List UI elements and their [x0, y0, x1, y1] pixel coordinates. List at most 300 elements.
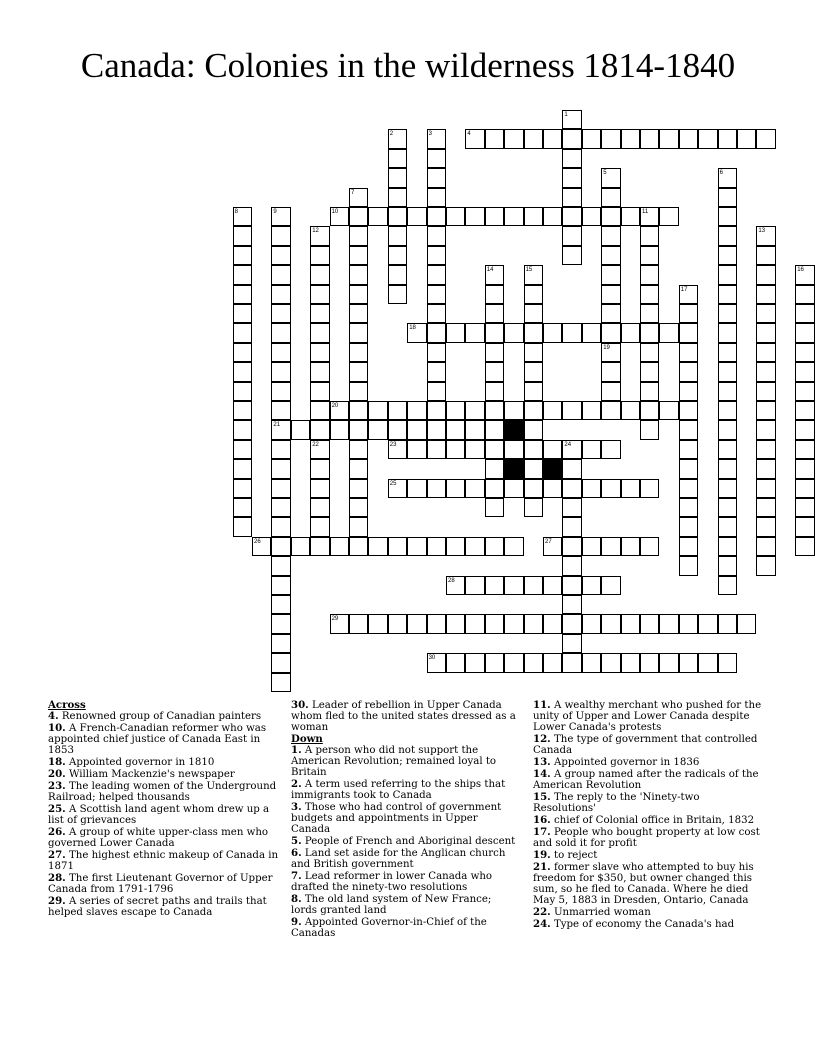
- grid-cell[interactable]: [485, 498, 504, 517]
- grid-cell[interactable]: [271, 343, 290, 362]
- grid-cell[interactable]: [427, 285, 446, 304]
- grid-cell[interactable]: [524, 285, 543, 304]
- grid-cell[interactable]: [310, 382, 329, 401]
- grid-cell[interactable]: [756, 556, 775, 575]
- grid-cell[interactable]: [601, 323, 620, 342]
- grid-cell[interactable]: [349, 304, 368, 323]
- grid-cell[interactable]: [562, 653, 581, 672]
- grid-cell[interactable]: [524, 440, 543, 459]
- grid-cell[interactable]: [601, 382, 620, 401]
- grid-cell[interactable]: [795, 401, 814, 420]
- grid-cell[interactable]: [524, 382, 543, 401]
- grid-cell[interactable]: [659, 614, 678, 633]
- grid-cell[interactable]: [233, 265, 252, 284]
- grid-cell[interactable]: [718, 362, 737, 381]
- grid-cell[interactable]: [427, 614, 446, 633]
- grid-cell[interactable]: [640, 226, 659, 245]
- grid-cell[interactable]: [485, 576, 504, 595]
- grid-cell[interactable]: [504, 614, 523, 633]
- grid-cell[interactable]: [427, 362, 446, 381]
- grid-cell[interactable]: [271, 304, 290, 323]
- grid-cell[interactable]: [562, 149, 581, 168]
- grid-cell[interactable]: [271, 401, 290, 420]
- grid-cell[interactable]: [388, 246, 407, 265]
- grid-cell[interactable]: [446, 537, 465, 556]
- grid-cell[interactable]: [485, 343, 504, 362]
- grid-cell[interactable]: [562, 517, 581, 536]
- grid-cell[interactable]: [427, 168, 446, 187]
- grid-cell[interactable]: [718, 614, 737, 633]
- grid-cell[interactable]: [679, 362, 698, 381]
- grid-cell[interactable]: [485, 420, 504, 439]
- grid-cell[interactable]: [718, 479, 737, 498]
- grid-cell[interactable]: [368, 207, 387, 226]
- grid-cell[interactable]: [582, 401, 601, 420]
- grid-cell[interactable]: [271, 382, 290, 401]
- grid-cell[interactable]: [718, 207, 737, 226]
- grid-cell[interactable]: [756, 304, 775, 323]
- grid-cell[interactable]: [718, 323, 737, 342]
- grid-cell[interactable]: [310, 420, 329, 439]
- grid-cell[interactable]: [485, 653, 504, 672]
- grid-cell[interactable]: [368, 614, 387, 633]
- grid-cell[interactable]: [640, 653, 659, 672]
- grid-cell[interactable]: [388, 168, 407, 187]
- grid-cell[interactable]: [679, 614, 698, 633]
- grid-cell[interactable]: [388, 614, 407, 633]
- grid-cell[interactable]: [640, 246, 659, 265]
- grid-cell[interactable]: [795, 362, 814, 381]
- grid-cell[interactable]: [698, 129, 717, 148]
- grid-cell[interactable]: [679, 343, 698, 362]
- grid-cell[interactable]: [718, 556, 737, 575]
- grid-cell[interactable]: [368, 420, 387, 439]
- grid-cell[interactable]: [388, 188, 407, 207]
- grid-cell[interactable]: [795, 382, 814, 401]
- grid-cell[interactable]: [388, 265, 407, 284]
- grid-cell[interactable]: [601, 362, 620, 381]
- grid-cell[interactable]: [388, 537, 407, 556]
- grid-cell[interactable]: [524, 343, 543, 362]
- grid-cell[interactable]: [659, 401, 678, 420]
- grid-cell[interactable]: [582, 479, 601, 498]
- grid-cell[interactable]: [349, 479, 368, 498]
- grid-cell[interactable]: [524, 129, 543, 148]
- grid-cell[interactable]: [233, 401, 252, 420]
- grid-cell[interactable]: [427, 440, 446, 459]
- grid-cell[interactable]: [504, 653, 523, 672]
- grid-cell[interactable]: [718, 304, 737, 323]
- grid-cell[interactable]: [233, 420, 252, 439]
- grid-cell[interactable]: [504, 537, 523, 556]
- grid-cell[interactable]: [698, 614, 717, 633]
- grid-cell[interactable]: [485, 304, 504, 323]
- grid-cell[interactable]: [349, 246, 368, 265]
- grid-cell[interactable]: [562, 576, 581, 595]
- grid-cell[interactable]: [349, 614, 368, 633]
- grid-cell[interactable]: [562, 459, 581, 478]
- grid-cell[interactable]: [601, 188, 620, 207]
- grid-cell[interactable]: [621, 401, 640, 420]
- grid-cell[interactable]: [562, 207, 581, 226]
- grid-cell[interactable]: [271, 537, 290, 556]
- grid-cell[interactable]: [388, 207, 407, 226]
- grid-cell[interactable]: [562, 246, 581, 265]
- grid-cell[interactable]: [562, 556, 581, 575]
- grid-cell[interactable]: [233, 246, 252, 265]
- grid-cell[interactable]: [271, 653, 290, 672]
- grid-cell[interactable]: [427, 246, 446, 265]
- grid-cell[interactable]: [349, 226, 368, 245]
- grid-cell[interactable]: [756, 285, 775, 304]
- grid-cell[interactable]: [427, 537, 446, 556]
- grid-cell[interactable]: [524, 401, 543, 420]
- grid-cell[interactable]: [582, 537, 601, 556]
- grid-cell[interactable]: [446, 440, 465, 459]
- grid-cell[interactable]: [291, 537, 310, 556]
- grid-cell[interactable]: [718, 226, 737, 245]
- grid-cell[interactable]: [504, 401, 523, 420]
- grid-cell[interactable]: [485, 362, 504, 381]
- grid-cell[interactable]: [465, 323, 484, 342]
- grid-cell[interactable]: [504, 129, 523, 148]
- grid-cell[interactable]: [427, 479, 446, 498]
- grid-cell[interactable]: [562, 129, 581, 148]
- grid-cell[interactable]: [601, 207, 620, 226]
- grid-cell[interactable]: [446, 401, 465, 420]
- grid-cell[interactable]: [582, 129, 601, 148]
- grid-cell[interactable]: [601, 401, 620, 420]
- grid-cell[interactable]: [233, 226, 252, 245]
- grid-cell[interactable]: [640, 537, 659, 556]
- grid-cell[interactable]: [485, 323, 504, 342]
- grid-cell[interactable]: [601, 576, 620, 595]
- grid-cell[interactable]: [271, 226, 290, 245]
- grid-cell[interactable]: [718, 517, 737, 536]
- grid-cell[interactable]: [601, 440, 620, 459]
- grid-cell[interactable]: [718, 246, 737, 265]
- grid-cell[interactable]: [795, 420, 814, 439]
- grid-cell[interactable]: [756, 537, 775, 556]
- grid-cell[interactable]: [310, 537, 329, 556]
- grid-cell[interactable]: [679, 304, 698, 323]
- grid-cell[interactable]: [718, 188, 737, 207]
- grid-cell[interactable]: [698, 653, 717, 672]
- grid-cell[interactable]: [718, 653, 737, 672]
- grid-cell[interactable]: [756, 459, 775, 478]
- grid-cell[interactable]: [756, 498, 775, 517]
- grid-cell[interactable]: [621, 653, 640, 672]
- grid-cell[interactable]: [737, 129, 756, 148]
- grid-cell[interactable]: [524, 304, 543, 323]
- grid-cell[interactable]: [718, 285, 737, 304]
- grid-cell[interactable]: [543, 440, 562, 459]
- grid-cell[interactable]: [233, 517, 252, 536]
- grid-cell[interactable]: [640, 265, 659, 284]
- grid-cell[interactable]: [271, 556, 290, 575]
- grid-cell[interactable]: [310, 246, 329, 265]
- grid-cell[interactable]: [485, 459, 504, 478]
- grid-cell[interactable]: [388, 149, 407, 168]
- grid-cell[interactable]: [795, 440, 814, 459]
- grid-cell[interactable]: [621, 537, 640, 556]
- grid-cell[interactable]: [601, 614, 620, 633]
- grid-cell[interactable]: [562, 498, 581, 517]
- grid-cell[interactable]: [640, 382, 659, 401]
- grid-cell[interactable]: [795, 537, 814, 556]
- grid-cell[interactable]: [485, 129, 504, 148]
- grid-cell[interactable]: [640, 343, 659, 362]
- grid-cell[interactable]: [679, 479, 698, 498]
- grid-cell[interactable]: [233, 498, 252, 517]
- grid-cell[interactable]: [679, 440, 698, 459]
- grid-cell[interactable]: [465, 653, 484, 672]
- grid-cell[interactable]: [485, 382, 504, 401]
- grid-cell[interactable]: [446, 614, 465, 633]
- grid-cell[interactable]: [718, 420, 737, 439]
- grid-cell[interactable]: [679, 537, 698, 556]
- grid-cell[interactable]: [485, 440, 504, 459]
- grid-cell[interactable]: [407, 479, 426, 498]
- grid-cell[interactable]: [543, 207, 562, 226]
- grid-cell[interactable]: [582, 576, 601, 595]
- grid-cell[interactable]: [756, 265, 775, 284]
- grid-cell[interactable]: [427, 343, 446, 362]
- grid-cell[interactable]: [562, 188, 581, 207]
- grid-cell[interactable]: [795, 479, 814, 498]
- grid-cell[interactable]: [543, 614, 562, 633]
- grid-cell[interactable]: [388, 226, 407, 245]
- grid-cell[interactable]: [524, 323, 543, 342]
- grid-cell[interactable]: [349, 265, 368, 284]
- grid-cell[interactable]: [795, 285, 814, 304]
- grid-cell[interactable]: [562, 595, 581, 614]
- grid-cell[interactable]: [349, 207, 368, 226]
- grid-cell[interactable]: [562, 323, 581, 342]
- grid-cell[interactable]: [465, 401, 484, 420]
- grid-cell[interactable]: [718, 382, 737, 401]
- grid-cell[interactable]: [679, 401, 698, 420]
- grid-cell[interactable]: [271, 362, 290, 381]
- grid-cell[interactable]: [349, 362, 368, 381]
- grid-cell[interactable]: [271, 614, 290, 633]
- grid-cell[interactable]: [310, 517, 329, 536]
- grid-cell[interactable]: [756, 440, 775, 459]
- grid-cell[interactable]: [446, 323, 465, 342]
- grid-cell[interactable]: [601, 285, 620, 304]
- grid-cell[interactable]: [271, 459, 290, 478]
- grid-cell[interactable]: [756, 129, 775, 148]
- grid-cell[interactable]: [233, 323, 252, 342]
- grid-cell[interactable]: [349, 420, 368, 439]
- grid-cell[interactable]: [524, 498, 543, 517]
- grid-cell[interactable]: [621, 207, 640, 226]
- grid-cell[interactable]: [601, 226, 620, 245]
- grid-cell[interactable]: [310, 343, 329, 362]
- grid-cell[interactable]: [504, 323, 523, 342]
- grid-cell[interactable]: [485, 614, 504, 633]
- grid-cell[interactable]: [718, 576, 737, 595]
- grid-cell[interactable]: [795, 498, 814, 517]
- grid-cell[interactable]: [349, 382, 368, 401]
- grid-cell[interactable]: [388, 420, 407, 439]
- grid-cell[interactable]: [524, 207, 543, 226]
- grid-cell[interactable]: [582, 614, 601, 633]
- grid-cell[interactable]: [524, 362, 543, 381]
- grid-cell[interactable]: [427, 401, 446, 420]
- grid-cell[interactable]: [756, 401, 775, 420]
- grid-cell[interactable]: [271, 246, 290, 265]
- grid-cell[interactable]: [543, 129, 562, 148]
- grid-cell[interactable]: [271, 479, 290, 498]
- grid-cell[interactable]: [679, 498, 698, 517]
- grid-cell[interactable]: [640, 362, 659, 381]
- grid-cell[interactable]: [485, 401, 504, 420]
- grid-cell[interactable]: [504, 207, 523, 226]
- grid-cell[interactable]: [330, 537, 349, 556]
- grid-cell[interactable]: [640, 129, 659, 148]
- grid-cell[interactable]: [582, 440, 601, 459]
- grid-cell[interactable]: [718, 537, 737, 556]
- grid-cell[interactable]: [601, 129, 620, 148]
- grid-cell[interactable]: [465, 420, 484, 439]
- grid-cell[interactable]: [582, 323, 601, 342]
- grid-cell[interactable]: [679, 459, 698, 478]
- grid-cell[interactable]: [446, 479, 465, 498]
- grid-cell[interactable]: [621, 614, 640, 633]
- grid-cell[interactable]: [310, 285, 329, 304]
- grid-cell[interactable]: [349, 323, 368, 342]
- grid-cell[interactable]: [465, 576, 484, 595]
- grid-cell[interactable]: [562, 226, 581, 245]
- grid-cell[interactable]: [756, 246, 775, 265]
- grid-cell[interactable]: [679, 129, 698, 148]
- grid-cell[interactable]: [446, 653, 465, 672]
- grid-cell[interactable]: [640, 420, 659, 439]
- grid-cell[interactable]: [659, 129, 678, 148]
- grid-cell[interactable]: [601, 653, 620, 672]
- grid-cell[interactable]: [582, 207, 601, 226]
- grid-cell[interactable]: [233, 479, 252, 498]
- grid-cell[interactable]: [640, 479, 659, 498]
- grid-cell[interactable]: [756, 420, 775, 439]
- grid-cell[interactable]: [233, 382, 252, 401]
- grid-cell[interactable]: [795, 343, 814, 362]
- grid-cell[interactable]: [756, 343, 775, 362]
- grid-cell[interactable]: [524, 420, 543, 439]
- grid-cell[interactable]: [640, 304, 659, 323]
- grid-cell[interactable]: [465, 479, 484, 498]
- grid-cell[interactable]: [562, 401, 581, 420]
- grid-cell[interactable]: [233, 459, 252, 478]
- grid-cell[interactable]: [330, 420, 349, 439]
- grid-cell[interactable]: [504, 479, 523, 498]
- grid-cell[interactable]: [407, 614, 426, 633]
- grid-cell[interactable]: [446, 420, 465, 439]
- grid-cell[interactable]: [679, 517, 698, 536]
- grid-cell[interactable]: [543, 401, 562, 420]
- grid-cell[interactable]: [233, 362, 252, 381]
- grid-cell[interactable]: [679, 382, 698, 401]
- grid-cell[interactable]: [233, 440, 252, 459]
- grid-cell[interactable]: [407, 420, 426, 439]
- grid-cell[interactable]: [271, 576, 290, 595]
- grid-cell[interactable]: [601, 304, 620, 323]
- grid-cell[interactable]: [271, 595, 290, 614]
- grid-cell[interactable]: [310, 498, 329, 517]
- grid-cell[interactable]: [659, 653, 678, 672]
- grid-cell[interactable]: [718, 343, 737, 362]
- grid-cell[interactable]: [427, 323, 446, 342]
- grid-cell[interactable]: [795, 304, 814, 323]
- grid-cell[interactable]: [504, 576, 523, 595]
- grid-cell[interactable]: [524, 614, 543, 633]
- grid-cell[interactable]: [640, 401, 659, 420]
- grid-cell[interactable]: [524, 479, 543, 498]
- grid-cell[interactable]: [427, 265, 446, 284]
- grid-cell[interactable]: [582, 653, 601, 672]
- grid-cell[interactable]: [349, 459, 368, 478]
- grid-cell[interactable]: [679, 653, 698, 672]
- grid-cell[interactable]: [485, 207, 504, 226]
- grid-cell[interactable]: [718, 459, 737, 478]
- grid-cell[interactable]: [310, 401, 329, 420]
- grid-cell[interactable]: [291, 420, 310, 439]
- grid-cell[interactable]: [271, 498, 290, 517]
- grid-cell[interactable]: [562, 168, 581, 187]
- grid-cell[interactable]: [407, 537, 426, 556]
- grid-cell[interactable]: [543, 323, 562, 342]
- grid-cell[interactable]: [271, 265, 290, 284]
- grid-cell[interactable]: [601, 265, 620, 284]
- grid-cell[interactable]: [601, 479, 620, 498]
- grid-cell[interactable]: [271, 323, 290, 342]
- grid-cell[interactable]: [524, 576, 543, 595]
- grid-cell[interactable]: [310, 479, 329, 498]
- grid-cell[interactable]: [427, 226, 446, 245]
- grid-cell[interactable]: [407, 401, 426, 420]
- grid-cell[interactable]: [310, 362, 329, 381]
- grid-cell[interactable]: [427, 188, 446, 207]
- grid-cell[interactable]: [621, 479, 640, 498]
- grid-cell[interactable]: [465, 440, 484, 459]
- grid-cell[interactable]: [679, 323, 698, 342]
- grid-cell[interactable]: [349, 498, 368, 517]
- grid-cell[interactable]: [640, 614, 659, 633]
- grid-cell[interactable]: [349, 517, 368, 536]
- grid-cell[interactable]: [427, 207, 446, 226]
- grid-cell[interactable]: [504, 440, 523, 459]
- grid-cell[interactable]: [621, 323, 640, 342]
- grid-cell[interactable]: [562, 479, 581, 498]
- grid-cell[interactable]: [621, 129, 640, 148]
- grid-cell[interactable]: [756, 323, 775, 342]
- grid-cell[interactable]: [349, 343, 368, 362]
- grid-cell[interactable]: [756, 517, 775, 536]
- grid-cell[interactable]: [446, 207, 465, 226]
- grid-cell[interactable]: [640, 323, 659, 342]
- grid-cell[interactable]: [756, 362, 775, 381]
- grid-cell[interactable]: [659, 207, 678, 226]
- grid-cell[interactable]: [233, 285, 252, 304]
- grid-cell[interactable]: [543, 479, 562, 498]
- grid-cell[interactable]: [562, 634, 581, 653]
- grid-cell[interactable]: [388, 401, 407, 420]
- grid-cell[interactable]: [349, 440, 368, 459]
- grid-cell[interactable]: [271, 517, 290, 536]
- grid-cell[interactable]: [718, 265, 737, 284]
- grid-cell[interactable]: [737, 614, 756, 633]
